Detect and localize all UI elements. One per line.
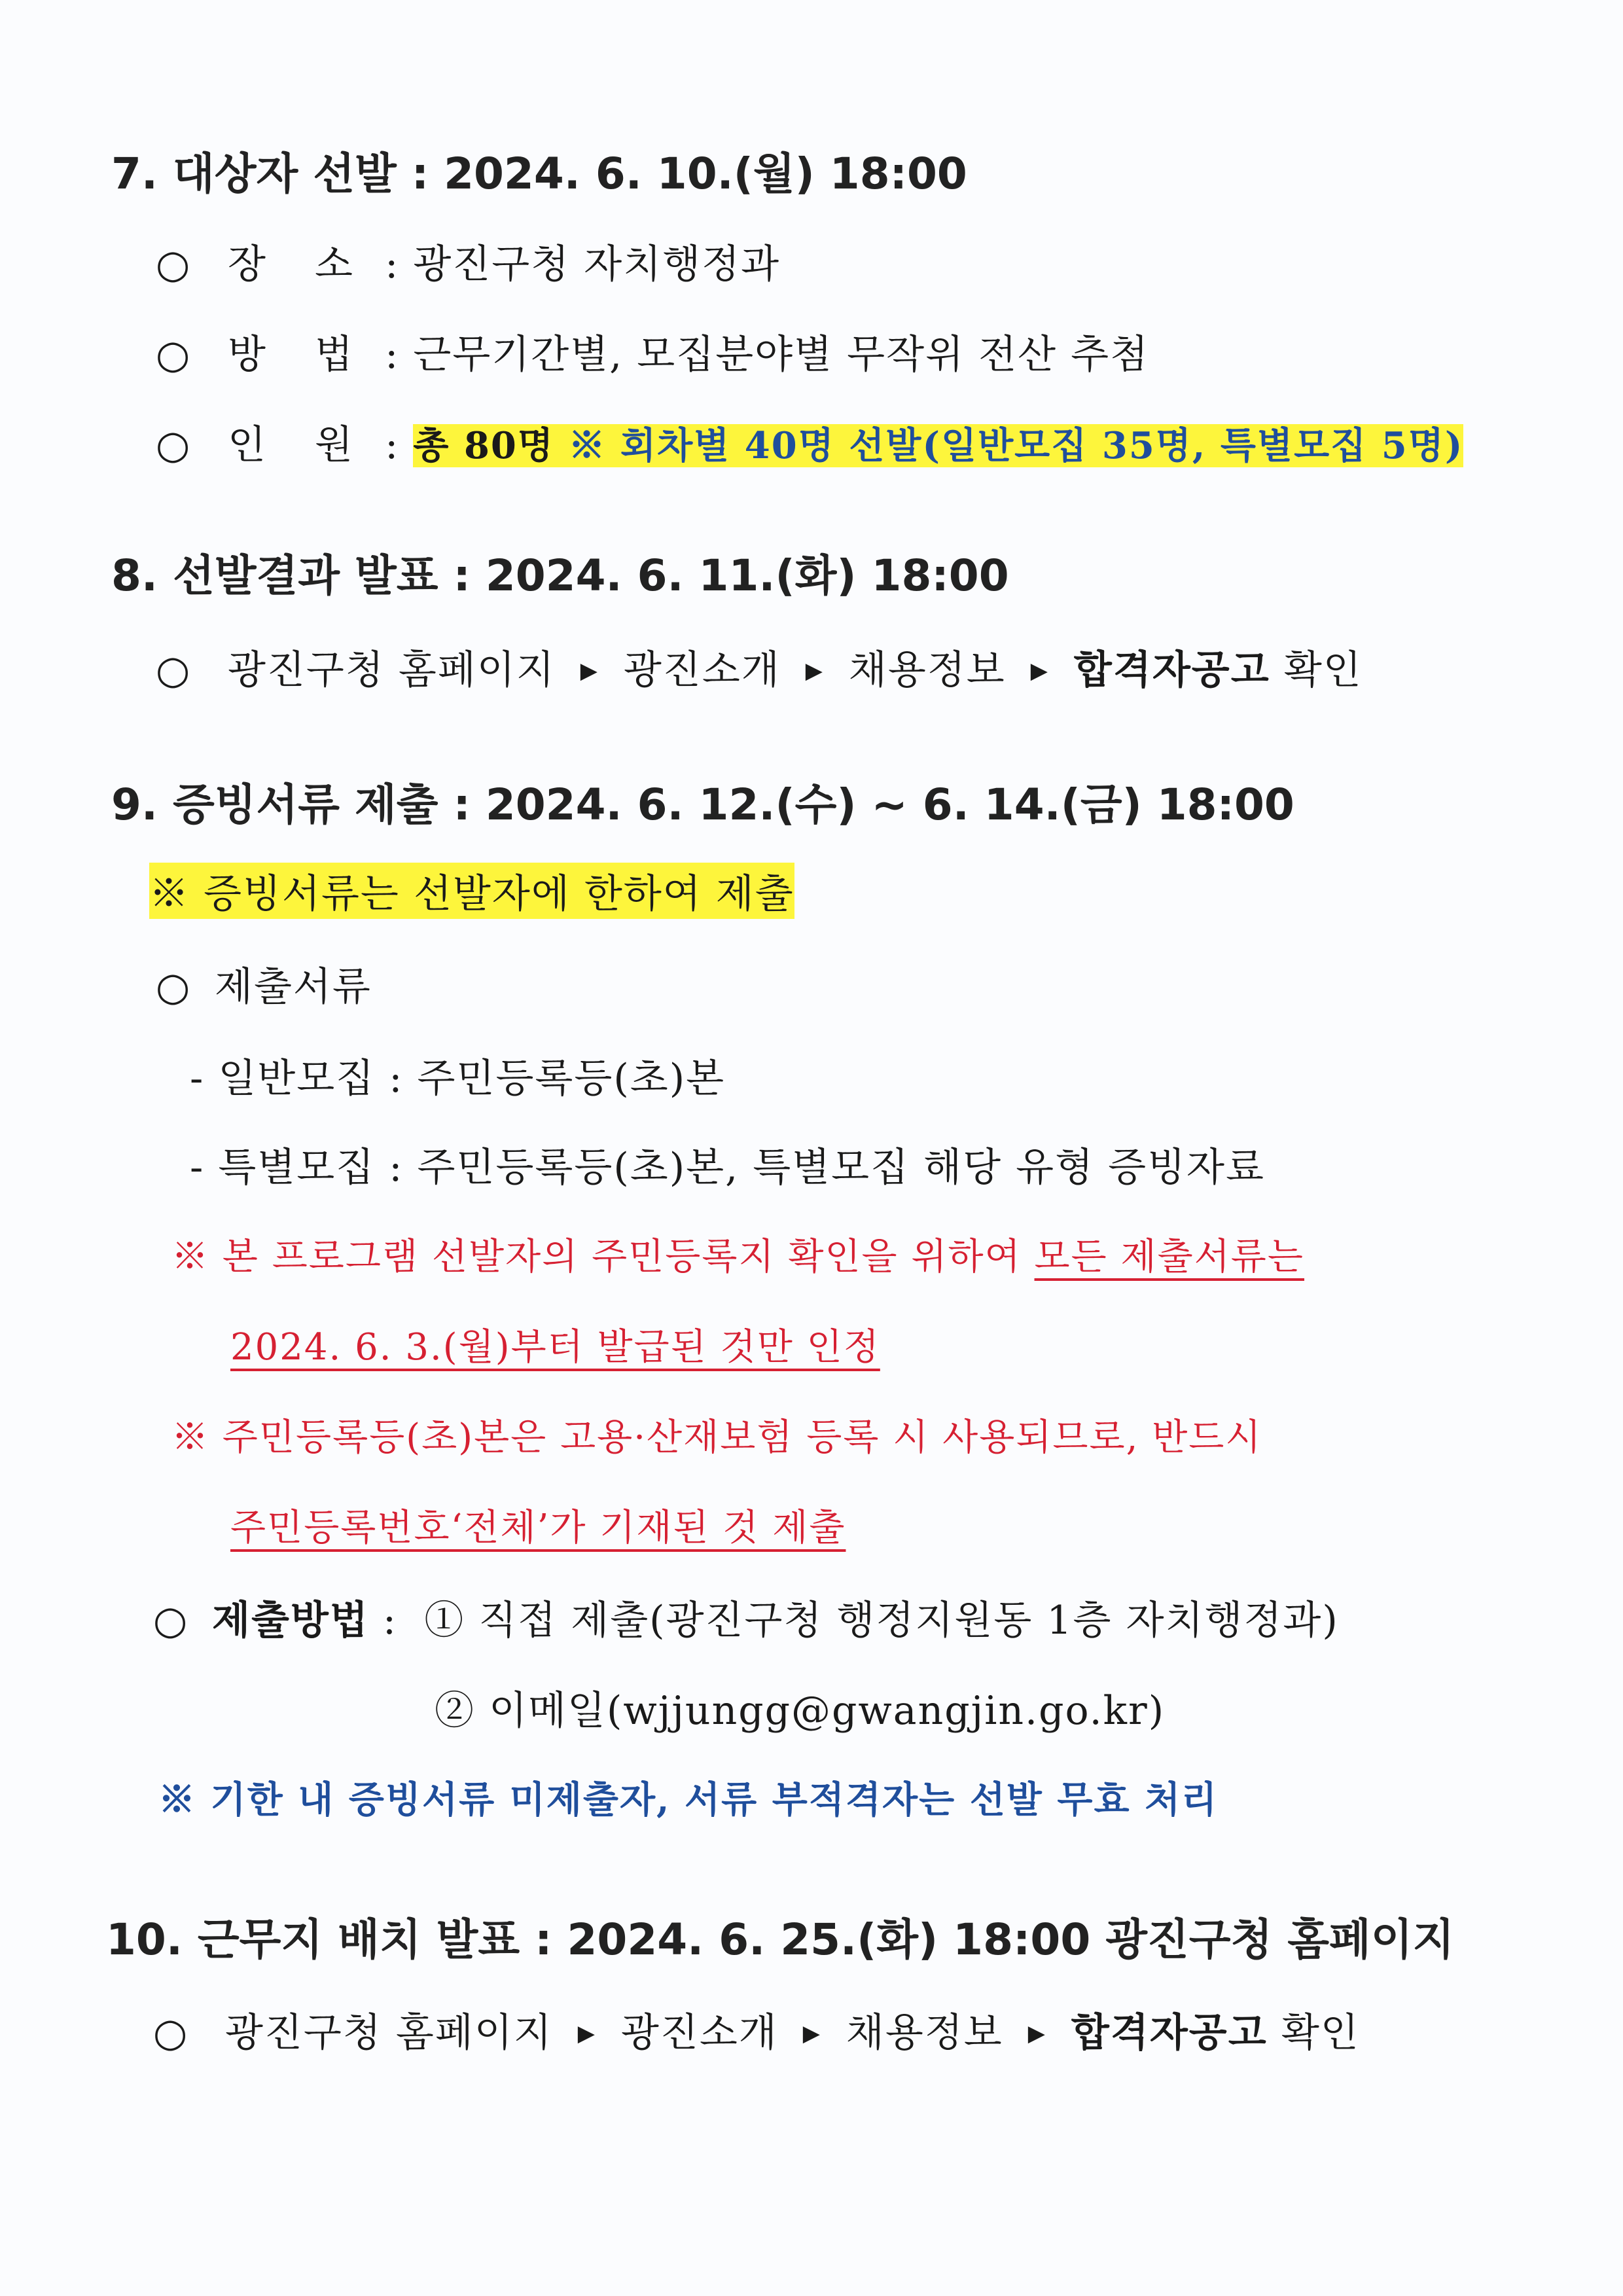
triangle-right-icon: ▶ <box>580 658 599 684</box>
circle-bullet-icon: ○ <box>156 332 192 378</box>
circle-bullet-icon: ○ <box>156 422 192 468</box>
circle-bullet-icon: ○ <box>153 1598 189 1643</box>
people-detail: ※ 회차별 40명 선발(일반모집 35명, 특별모집 5명) <box>568 424 1464 467</box>
people-label: 인 원 <box>228 422 371 468</box>
doc-special-label: - 특별모집 <box>190 1145 376 1191</box>
section-7-heading: 7. 대상자 선발 : 2024. 6. 10.(월) 18:00 <box>111 149 967 199</box>
path-notice: 합격자공고 <box>1073 647 1270 693</box>
path-suffix: 확인 <box>1281 2010 1360 2056</box>
place-line: ○ 장 소 : 광진구청 자치행정과 <box>156 242 781 287</box>
triangle-right-icon: ▶ <box>1027 2020 1046 2047</box>
triangle-right-icon: ▶ <box>802 2020 821 2047</box>
submit-method-2: ② 이메일(wjjungg@gwangjin.go.kr) <box>435 1688 1166 1734</box>
circle-bullet-icon: ○ <box>156 242 192 287</box>
triangle-right-icon: ▶ <box>1030 658 1049 684</box>
people-line: ○ 인 원 : 총 80명 ※ 회차별 40명 선발(일반모집 35명, 특별모집 5명) <box>156 422 1464 468</box>
doc-general-line: - 일반모집 : 주민등록등(초)본 <box>190 1056 726 1102</box>
triangle-right-icon: ▶ <box>805 658 824 684</box>
path-suffix: 확인 <box>1283 647 1363 693</box>
triangle-right-icon: ▶ <box>577 2020 596 2047</box>
submit-label: 제출방법 <box>212 1598 369 1643</box>
notice-1-line-2: 2024. 6. 3.(월)부터 발급된 것만 인정 <box>230 1326 880 1369</box>
path-notice: 합격자공고 <box>1071 2010 1268 2056</box>
docs-title-line <box>156 956 372 1012</box>
place-value: 광진구청 자치행정과 <box>413 242 781 287</box>
doc-special-line: - 특별모집 : 주민등록등(초)본, 특별모집 해당 유형 증빙자료 <box>190 1145 1265 1191</box>
path-recruit: 채용정보 <box>846 2010 1003 2056</box>
s8-path-line <box>156 639 1363 695</box>
method-value: 근무기간별, 모집분야별 무작위 전산 추첨 <box>413 332 1150 378</box>
people-highlight <box>413 424 1463 467</box>
submit-line-1: ○ 제출방법 : ① 직접 제출(광진구청 행정지원동 1층 자치행정과) <box>153 1598 1339 1643</box>
s10-path-line <box>153 2001 1360 2058</box>
doc-general-value: 주민등록등(초)본 <box>417 1056 726 1102</box>
path-homepage: 광진구청 홈페이지 <box>225 2010 553 2056</box>
notice-1-text: ※ 본 프로그램 선발자의 주민등록지 확인을 위하여 <box>171 1236 1035 1278</box>
doc-special-value: 주민등록등(초)본, 특별모집 해당 유형 증빙자료 <box>417 1145 1265 1191</box>
section-8-heading: 8. 선발결과 발표 : 2024. 6. 11.(화) 18:00 <box>111 550 1009 601</box>
circle-bullet-icon: ○ <box>153 2010 189 2056</box>
notice-2-line-1: ※ 주민등록등(초)본은 고용·산재보험 등록 시 사용되므로, 반드시 <box>171 1416 1262 1459</box>
notice-2-line-2: 주민등록번호‘전체’가 기재된 것 제출 <box>230 1507 846 1549</box>
method-line: ○ 방 법 : 근무기간별, 모집분야별 무작위 전산 추첨 <box>156 332 1150 378</box>
notice-1-line-1 <box>171 1228 1304 1280</box>
s9-warning: ※ 기한 내 증빙서류 미제출자, 서류 부적격자는 선발 무효 처리 <box>158 1778 1219 1821</box>
submit-method-1: ① 직접 제출(광진구청 행정지원동 1층 자치행정과) <box>424 1598 1339 1643</box>
path-intro: 광진소개 <box>620 2010 778 2056</box>
section-10-heading: 10. 근무지 배치 발표 : 2024. 6. 25.(화) 18:00 광진구청 홈페이지 <box>106 1914 1455 1965</box>
notice-1-underlined: 모든 제출서류는 <box>1034 1236 1305 1278</box>
circle-bullet-icon: ○ <box>156 647 192 693</box>
doc-general-label: - 일반모집 <box>190 1056 376 1102</box>
path-recruit: 채용정보 <box>848 647 1006 693</box>
docs-title: 제출서류 <box>215 964 372 1010</box>
s9-note: ※ 증빙서류는 선발자에 한하여 제출 <box>149 863 794 919</box>
path-homepage: 광진구청 홈페이지 <box>228 647 556 693</box>
section-9-heading: 9. 증빙서류 제출 : 2024. 6. 12.(수) ~ 6. 14.(금) 18:00 <box>111 780 1294 830</box>
people-total: 총 80명 <box>413 424 554 467</box>
place-label: 장 소 <box>228 242 371 287</box>
circle-bullet-icon: ○ <box>156 964 192 1010</box>
path-intro: 광진소개 <box>623 647 781 693</box>
method-label: 방 법 <box>228 332 371 378</box>
